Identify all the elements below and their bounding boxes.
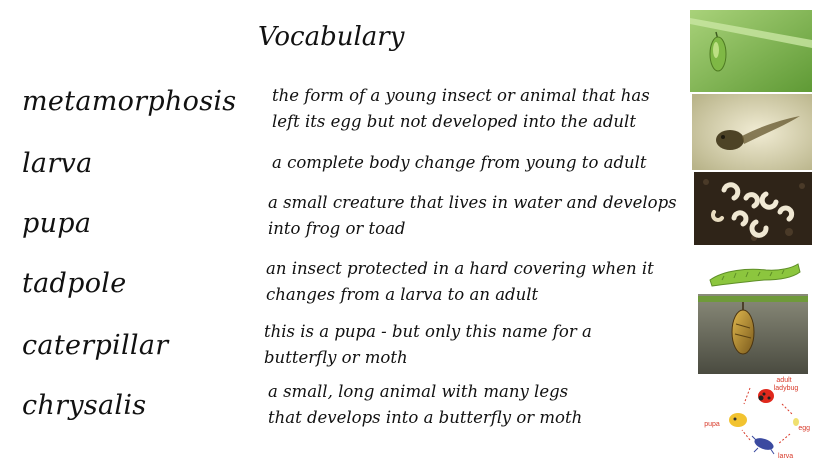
definition-line: a small creature that lives in water and develops <box>268 193 677 212</box>
definition-2 <box>272 150 647 176</box>
term-pupa: pupa <box>22 208 92 239</box>
term-caterpillar: caterpillar <box>22 330 169 361</box>
definition-line: a small, long animal with many legs <box>268 382 569 401</box>
larvae-in-soil-photo <box>694 172 812 245</box>
term-larva: larva <box>22 148 93 179</box>
definition-5 <box>264 319 592 371</box>
label-larva: larva <box>778 453 794 460</box>
hanging-chrysalis-photo <box>698 294 808 374</box>
definition-6 <box>268 379 582 431</box>
definition-line: that develops into a butterfly or moth <box>268 408 583 427</box>
caterpillar-photo <box>704 254 804 294</box>
term-chrysalis: chrysalis <box>22 390 147 421</box>
definition-line: changes from a larva to an adult <box>266 285 539 304</box>
definition-4 <box>266 256 654 308</box>
definition-line: left its egg but not developed into the adult <box>272 112 636 131</box>
chrysalis-leaf-photo <box>690 10 812 92</box>
definition-line: an insect protected in a hard covering when it <box>266 259 654 278</box>
label-pupa: pupa <box>704 421 720 428</box>
definition-1 <box>272 83 650 135</box>
tadpole-photo <box>692 94 812 170</box>
definition-3 <box>268 190 677 242</box>
definition-line: the form of a young insect or animal that has <box>272 86 650 105</box>
label-adult: adult <box>776 377 792 384</box>
definition-line: a complete body change from young to adult <box>272 153 647 172</box>
page-title: Vocabulary <box>258 22 405 52</box>
label-egg: egg <box>798 425 810 432</box>
definition-line: into frog or toad <box>268 219 406 238</box>
definition-line: butterfly or moth <box>264 348 408 367</box>
term-metamorphosis: metamorphosis <box>22 86 237 117</box>
label-ladybug: ladybug <box>773 385 799 392</box>
term-tadpole: tadpole <box>22 268 127 299</box>
ladybug-lifecycle-diagram <box>700 374 814 464</box>
definition-line: this is a pupa - but only this name for a <box>264 322 592 341</box>
